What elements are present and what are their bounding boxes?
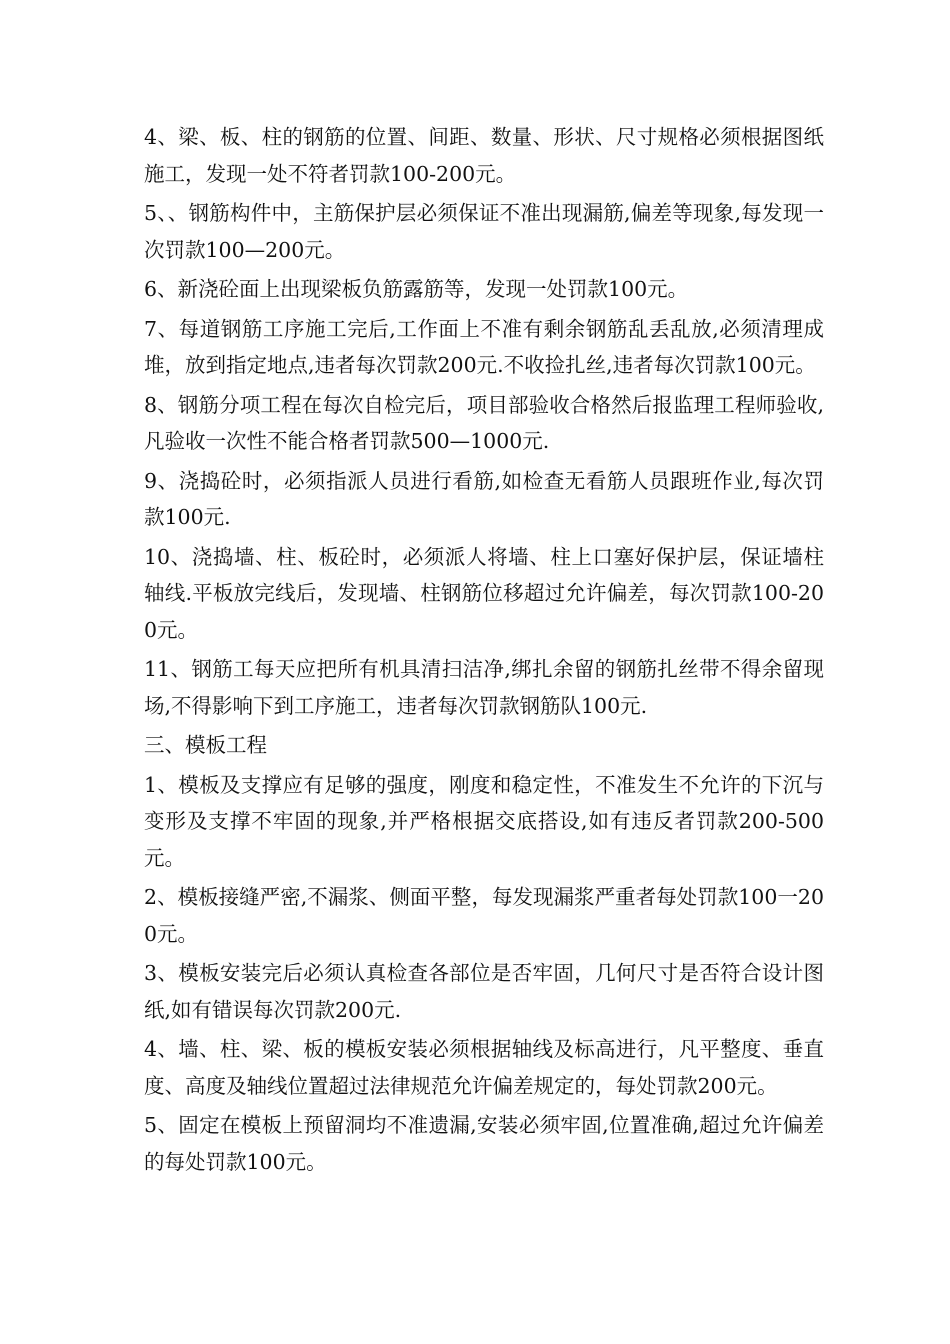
rule-item-8-inspection: 8、钢筋分项工程在每次自检完后，项目部验收合格然后报监理工程师验收,凡验收一次性不能合格者罚款500—1000元. bbox=[144, 392, 824, 453]
rule-item-7-site-cleanup: 7、每道钢筋工序施工完后,工作面上不准有剩余钢筋乱丢乱放,必须清理成堆，放到指定地点,违者每次罚款200元.不收捡扎丝,违者每次罚款100元。 bbox=[144, 316, 824, 377]
rule-item-5-rebar-cover: 5、、钢筋构件中，主筋保护层必须保证不准出现漏筋,偏差等现象,每发现一次罚款100—200元。 bbox=[144, 201, 824, 262]
rule-item-11-tool-cleaning: 11、钢筋工每天应把所有机具清扫洁净,绑扎余留的钢筋扎丝带不得余留现场,不得影响下到工序施工，违者每次罚款钢筋队100元. bbox=[144, 657, 824, 718]
formwork-item-1-strength: 1、模板及支撑应有足够的强度，刚度和稳定性，不准发生不允许的下沉与变形及支撑不牢固的现象,并严格根据交底搭设,如有违反者罚款200-500元。 bbox=[144, 772, 824, 870]
formwork-item-5-openings: 5、固定在模板上预留洞均不准遗漏,安装必须牢固,位置准确,超过允许偏差的每处罚款100元。 bbox=[144, 1113, 824, 1174]
rule-item-6-exposed-rebar: 6、新浇砼面上出现梁板负筋露筋等，发现一处罚款100元。 bbox=[144, 277, 689, 301]
rule-item-4-rebar-position: 4、梁、板、柱的钢筋的位置、间距、数量、形状、尺寸规格必须根据图纸施工，发现一处不符者罚款100-200元。 bbox=[144, 125, 824, 186]
rule-item-10-axis-protection: 10、浇捣墙、柱、板砼时，必须派人将墙、柱上口塞好保护层，保证墙柱轴线.平板放完线后，发现墙、柱钢筋位移超过允许偏差，每次罚款100-200元。 bbox=[144, 544, 824, 642]
formwork-item-3-check: 3、模板安装完后必须认真检查各部位是否牢固，几何尺寸是否符合设计图纸,如有错误每次罚款200元. bbox=[144, 961, 824, 1022]
formwork-item-4-alignment: 4、墙、柱、梁、板的模板安装必须根据轴线及标高进行，凡平整度、垂直度、高度及轴线位置超过法律规范允许偏差规定的，每处罚款200元。 bbox=[144, 1037, 824, 1098]
rule-item-9-rebar-watch: 9、浇捣砼时，必须指派人员进行看筋,如检查无看筋人员跟班作业,每次罚款100元. bbox=[144, 468, 824, 529]
section-heading-formwork: 三、模板工程 bbox=[144, 733, 267, 757]
formwork-item-2-joints: 2、模板接缝严密,不漏浆、侧面平整，每发现漏浆严重者每处罚款100一200元。 bbox=[144, 885, 824, 946]
document-body bbox=[144, 119, 824, 1183]
